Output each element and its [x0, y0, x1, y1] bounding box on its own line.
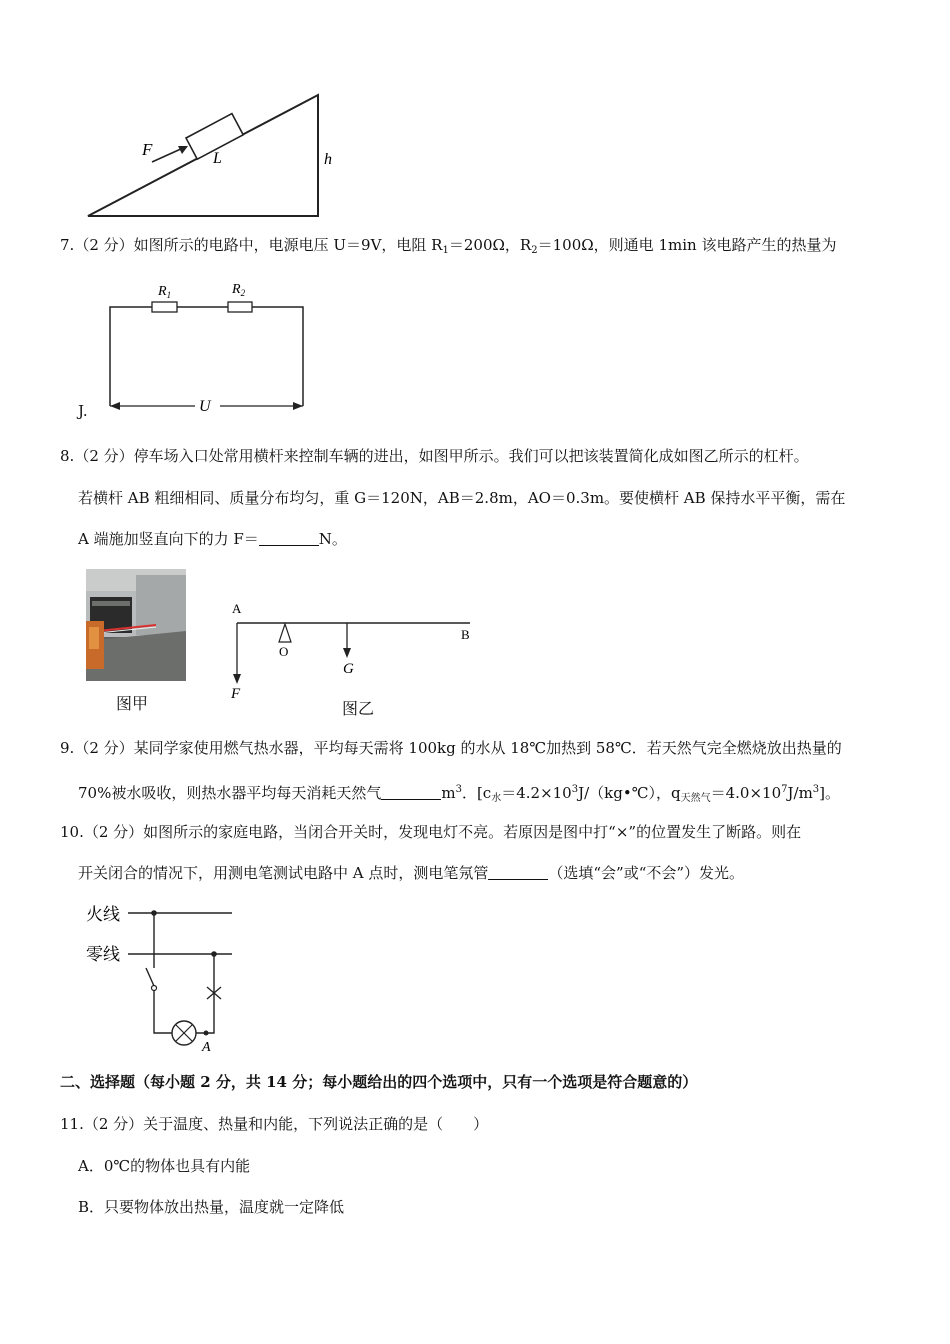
- section-2-heading: 二、选择题（每小题 2 分，共 14 分；每小题给出的四个选项中，只有一个选项是符合题意的）: [60, 1073, 698, 1091]
- q7-tail: J.: [78, 402, 88, 420]
- label-A: A: [232, 601, 242, 616]
- caption-yi: 图乙: [342, 699, 375, 718]
- q8-line2: 若横杆 AB 粗细相同、质量分布均匀，重 G＝120N，AB＝2.8m，AO＝0.3m。要使横杆 AB 保持水平平衡，需在: [78, 489, 846, 507]
- parking-photo: [86, 569, 186, 681]
- label-r1: $R_1$: [158, 284, 172, 300]
- label-F: F: [142, 140, 153, 159]
- switch: [152, 986, 157, 991]
- q11-option-a[interactable]: A．0℃的物体也具有内能: [78, 1157, 251, 1175]
- q10-answer-blank[interactable]: [488, 865, 548, 880]
- q10-line2: 开关闭合的情况下，用测电笔测试电路中 A 点时，测电笔氖管 （选填“会”或“不会”）发光。: [78, 864, 745, 882]
- q11-option-b[interactable]: B．只要物体放出热量，温度就一定降低: [78, 1198, 345, 1216]
- resistor-r2: [228, 302, 252, 312]
- q8-line1: 8.（2 分）停车场入口处常用横杆来控制车辆的进出，如图甲所示。我们可以把该装置简化成如图乙所示的杠杆。: [60, 447, 809, 465]
- resistor-r1: [152, 302, 177, 312]
- lever-diagram: [225, 598, 485, 702]
- label-G: G: [343, 661, 354, 677]
- label-zero-wire: 零线: [86, 945, 120, 965]
- q11-stem: 11.（2 分）关于温度、热量和内能，下列说法正确的是（ ）: [60, 1115, 489, 1133]
- label-r2: $R_2$: [232, 282, 246, 298]
- q8-answer-blank[interactable]: [259, 531, 319, 546]
- fulcrum: [279, 624, 291, 642]
- caption-jia: 图甲: [116, 694, 149, 713]
- household-circuit: [80, 898, 250, 1058]
- label-L: L: [213, 150, 222, 167]
- label-U: U: [199, 398, 211, 415]
- circuit-wire: [110, 307, 152, 406]
- label-h: h: [324, 151, 332, 168]
- q8-line3: A 端施加竖直向下的力 F＝ N。: [78, 530, 347, 548]
- point-A: [204, 1031, 209, 1036]
- label-A-point: A: [202, 1040, 211, 1055]
- q10-line1: 10.（2 分）如图所示的家庭电路，当闭合开关时，发现电灯不亮。若原因是图中打“×”的位置发生了断路。则在: [60, 823, 802, 841]
- label-B: B: [461, 627, 470, 642]
- incline-diagram: [80, 88, 350, 223]
- label-O: O: [279, 644, 289, 659]
- q7-text: 7.（2 分）如图所示的电路中，电源电压 U＝9V，电阻 $R_1=200\Omega$，$R_2=100\Omega$，则通电 1min 该电路产生的热量为: [60, 236, 837, 256]
- label-fire-wire: 火线: [86, 905, 120, 925]
- q9-line1: 9.（2 分）某同学家使用燃气热水器，平均每天需将 100kg 的水从 18℃加热到 58℃．若天然气完全燃烧放出热量的: [60, 739, 842, 757]
- series-circuit: [100, 278, 320, 418]
- force-arrow: [152, 148, 183, 162]
- q9-line2: 70%被水吸收，则热水器平均每天消耗天然气 $m^3$．[$c_水=4.2\times 10^3J/(kg•℃)$，$q_{天然气}=4.0\times 10^7J/m^3$]。: [78, 784, 841, 804]
- q9-answer-blank[interactable]: [381, 785, 441, 800]
- label-F-lever: F: [231, 686, 241, 702]
- switch-blade: [146, 968, 154, 986]
